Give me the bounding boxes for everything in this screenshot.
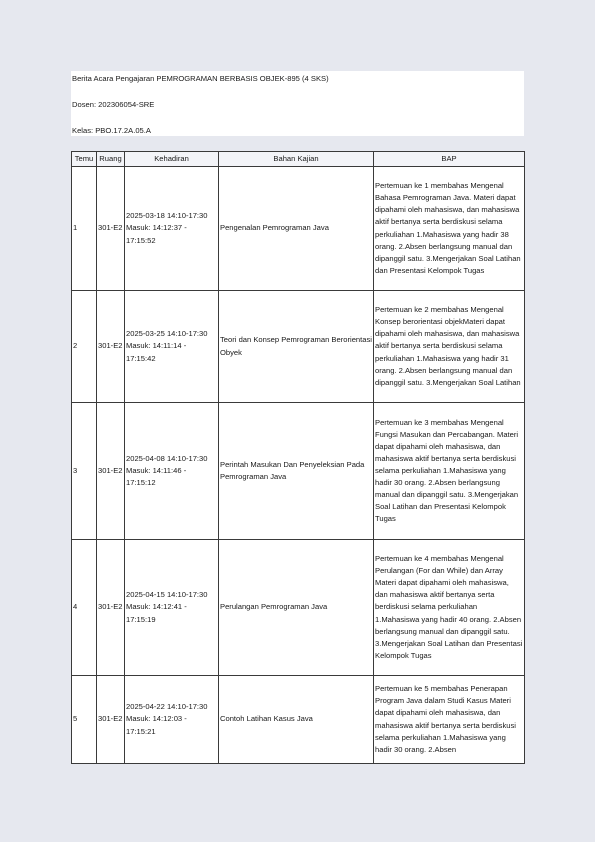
class-line: Kelas: PBO.17.2A.05.A (72, 126, 151, 135)
table-row (72, 676, 525, 764)
cell-kehadiran: 2025-04-08 14:10-17:30 Masuk: 14:11:46 - 17:15:12 (125, 403, 219, 540)
cell-ruang: 301-E2 (97, 540, 125, 676)
table-row (72, 403, 525, 540)
cell-bahan-kajian: Perulangan Pemrograman Java (219, 540, 374, 676)
cell-bahan-kajian: Perintah Masukan Dan Penyeleksian Pada Pemrograman Java (219, 403, 374, 540)
cell-bap: Pertemuan ke 5 membahas Penerapan Program Java dalam Studi Kasus Materi dapat dipahami oleh mahasiswa, dan mahasiswa aktif bertanya serta berdiskusi selama perkuliahan 1.Mahasiswa yang hadir 30 orang. 2.Absen (374, 676, 525, 764)
cell-kehadiran: 2025-04-15 14:10-17:30 Masuk: 14:12:41 - 17:15:19 (125, 540, 219, 676)
table-row (72, 291, 525, 403)
document-header (71, 71, 524, 136)
cell-bahan-kajian: Teori dan Konsep Pemrograman Berorientasi Obyek (219, 291, 374, 403)
cell-bap: Pertemuan ke 3 membahas Mengenal Fungsi Masukan dan Percabangan. Materi dapat dipahami oleh mahasiswa, dan mahasiswa aktif bertanya serta berdiskusi selama perkuliahan 1.Mahasiswa yang hadir 30 orang. 2.Absen berlangsung manual dan dipanggil satu. 3.Mengerjakan Soal Latihan dan Presentasi Kelompok Tugas (374, 403, 525, 540)
cell-temu: 5 (72, 676, 97, 764)
table-header-row (72, 152, 525, 167)
cell-bahan-kajian: Contoh Latihan Kasus Java (219, 676, 374, 764)
lecturer-line: Dosen: 202306054-SRE (72, 100, 155, 109)
column-header-ruang: Ruang (97, 152, 125, 167)
cell-kehadiran: 2025-04-22 14:10-17:30 Masuk: 14:12:03 - 17:15:21 (125, 676, 219, 764)
cell-kehadiran: 2025-03-25 14:10-17:30 Masuk: 14:11:14 - 17:15:42 (125, 291, 219, 403)
cell-ruang: 301-E2 (97, 167, 125, 291)
cell-bap: Pertemuan ke 1 membahas Mengenal Bahasa Pemrograman Java. Materi dapat dipahami oleh mahasiswa, dan mahasiswa aktif bertanya serta berdiskusi selama perkuliahan 1.Mahasiswa yang hadir 38 orang. 2.Absen berlangsung manual dan dipanggil satu. 3.Mengerjakan Soal Latihan dan Presentasi Kelompok Tugas (374, 167, 525, 291)
cell-temu: 4 (72, 540, 97, 676)
cell-bahan-kajian: Pengenalan Pemrograman Java (219, 167, 374, 291)
cell-kehadiran: 2025-03-18 14:10-17:30 Masuk: 14:12:37 - 17:15:52 (125, 167, 219, 291)
table-row (72, 540, 525, 676)
cell-temu: 1 (72, 167, 97, 291)
cell-bap: Pertemuan ke 4 membahas Mengenal Perulangan (For dan While) dan Array Materi dapat dipahami oleh mahasiswa, dan mahasiswa aktif bertanya serta berdiskusi selama perkuliahan 1.Mahasiswa yang hadir 40 orang. 2.Absen berlangsung manual dan dipanggil satu. 3.Mengerjakan Soal Latihan dan Presentasi Kelompok Tugas (374, 540, 525, 676)
cell-bap: Pertemuan ke 2 membahas Mengenal Konsep berorientasi objekMateri dapat dipahami oleh mahasiswa, dan mahasiswa aktif bertanya serta berdiskusi selama perkuliahan 1.Mahasiswa yang hadir 31 orang. 2.Absen berlangsung manual dan dipanggil satu. 3.Mengerjakan Soal Latihan (374, 291, 525, 403)
document-title: Berita Acara Pengajaran PEMROGRAMAN BERBASIS OBJEK-895 (4 SKS) (72, 74, 329, 83)
cell-ruang: 301-E2 (97, 291, 125, 403)
cell-temu: 3 (72, 403, 97, 540)
column-header-kehadiran: Kehadiran (125, 152, 219, 167)
cell-ruang: 301-E2 (97, 403, 125, 540)
cell-temu: 2 (72, 291, 97, 403)
table-row (72, 167, 525, 291)
column-header-bap: BAP (374, 152, 525, 167)
teaching-report-table (71, 151, 525, 764)
column-header-bahan-kajian: Bahan Kajian (219, 152, 374, 167)
column-header-temu: Temu (72, 152, 97, 167)
cell-ruang: 301-E2 (97, 676, 125, 764)
